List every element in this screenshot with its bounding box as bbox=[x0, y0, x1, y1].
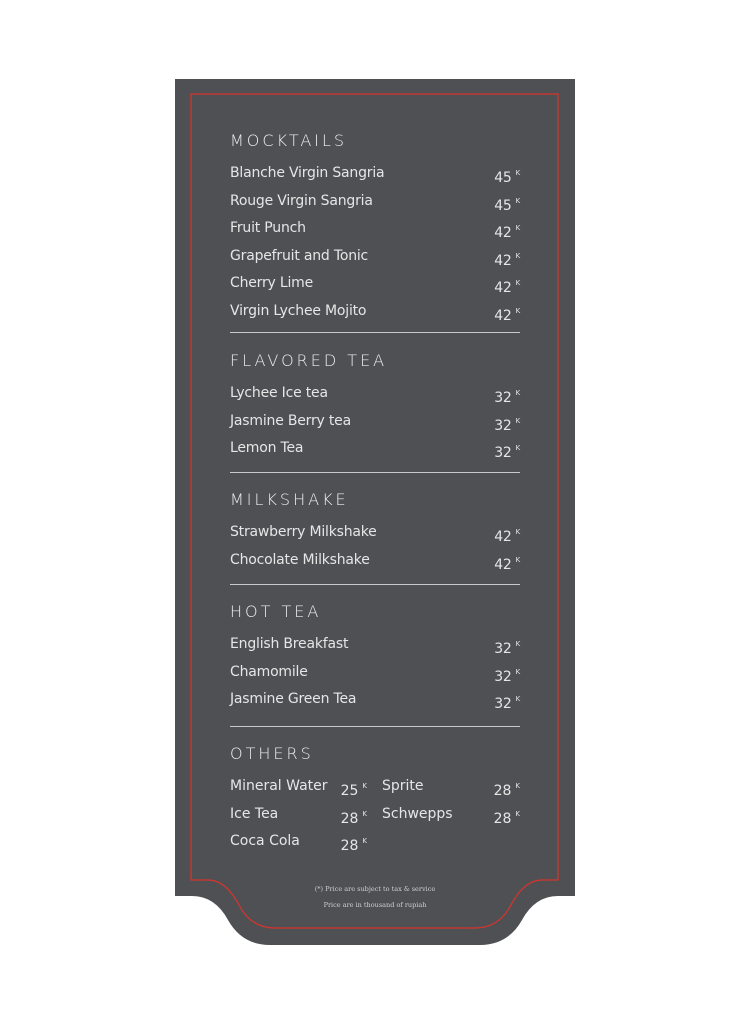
menu-item bbox=[230, 298, 520, 326]
section-divider bbox=[230, 472, 520, 473]
price-unit: K bbox=[362, 782, 367, 790]
price-unit: K bbox=[515, 306, 520, 315]
price-value: 32 bbox=[494, 641, 512, 657]
price-unit: K bbox=[362, 809, 367, 818]
price-value: 42 bbox=[494, 225, 512, 241]
price-value: 28 bbox=[493, 783, 512, 799]
menu-item bbox=[230, 519, 520, 547]
price-unit: K bbox=[515, 782, 520, 790]
section-others bbox=[230, 743, 520, 863]
price-value: 28 bbox=[340, 838, 359, 854]
section-title: HOT TEA bbox=[230, 602, 322, 621]
item-price bbox=[341, 828, 367, 861]
price-unit: K bbox=[515, 667, 520, 676]
price-value: 25 bbox=[340, 783, 359, 799]
footnote-tax: (*) Price are subject to tax & service bbox=[314, 885, 436, 893]
price-unit: K bbox=[515, 809, 520, 818]
item-price bbox=[494, 801, 520, 834]
item-name: Jasmine Green Tea bbox=[230, 691, 357, 707]
item-name: Rouge Virgin Sangria bbox=[230, 192, 373, 209]
price-unit: K bbox=[515, 389, 520, 397]
section-divider bbox=[230, 332, 520, 333]
price-value: 42 bbox=[494, 556, 512, 573]
price-value: 32 bbox=[494, 445, 512, 461]
section-divider bbox=[230, 726, 520, 727]
item-price bbox=[494, 435, 520, 468]
price-unit: K bbox=[362, 837, 367, 845]
section-milkshake bbox=[230, 489, 520, 574]
footnote-currency: Price are in thousand of rupiah bbox=[323, 901, 427, 909]
menu-item bbox=[230, 686, 520, 714]
others-right-column bbox=[382, 773, 520, 828]
item-price bbox=[494, 298, 520, 331]
price-unit: K bbox=[515, 555, 520, 564]
section-title: MILKSHAKE bbox=[230, 490, 349, 509]
item-name: Blanche Virgin Sangria bbox=[230, 165, 385, 181]
price-value: 32 bbox=[494, 417, 512, 434]
price-value: 45 bbox=[494, 170, 512, 186]
section-title: OTHERS bbox=[230, 744, 314, 763]
price-value: 32 bbox=[494, 696, 512, 712]
item-name: Lemon Tea bbox=[230, 440, 304, 456]
section-title: MOCKTAILS bbox=[230, 131, 348, 150]
item-name: Sprite bbox=[382, 778, 424, 794]
price-unit: K bbox=[515, 444, 520, 452]
price-value: 45 bbox=[494, 197, 512, 214]
item-price bbox=[494, 686, 520, 719]
item-name: Coca Cola bbox=[230, 833, 300, 849]
menu-item bbox=[230, 828, 367, 856]
item-name: Jasmine Berry tea bbox=[230, 412, 351, 429]
menu-item bbox=[230, 547, 520, 575]
price-value: 32 bbox=[494, 390, 512, 406]
price-unit: K bbox=[515, 224, 520, 232]
menu-item bbox=[230, 435, 520, 463]
menu-item bbox=[230, 243, 520, 271]
section-flavored-tea bbox=[230, 350, 520, 463]
price-unit: K bbox=[515, 695, 520, 703]
price-value: 28 bbox=[340, 810, 359, 827]
item-name: Lychee Ice tea bbox=[230, 385, 328, 401]
item-name: Cherry Lime bbox=[230, 275, 314, 291]
menu-item bbox=[230, 270, 520, 298]
item-name: Ice Tea bbox=[230, 805, 279, 822]
price-value: 42 bbox=[494, 529, 512, 545]
price-unit: K bbox=[515, 251, 520, 260]
price-value: 42 bbox=[494, 307, 512, 324]
menu-item bbox=[230, 380, 520, 408]
item-name: Grapefruit and Tonic bbox=[230, 247, 369, 264]
price-value: 32 bbox=[494, 668, 512, 685]
price-value: 28 bbox=[493, 810, 512, 827]
menu-item bbox=[230, 659, 520, 687]
item-price bbox=[494, 547, 520, 580]
others-left-column bbox=[230, 773, 367, 856]
section-hot-tea bbox=[230, 601, 520, 714]
menu-item bbox=[230, 215, 520, 243]
menu-item bbox=[230, 160, 520, 188]
price-unit: K bbox=[515, 169, 520, 177]
item-name: Virgin Lychee Mojito bbox=[230, 302, 367, 319]
item-name: English Breakfast bbox=[230, 636, 349, 652]
item-name: Schwepps bbox=[382, 805, 453, 822]
section-title: FLAVORED TEA bbox=[230, 351, 388, 370]
price-unit: K bbox=[515, 640, 520, 648]
item-name: Fruit Punch bbox=[230, 220, 306, 236]
item-name: Mineral Water bbox=[230, 778, 328, 794]
price-value: 42 bbox=[494, 252, 512, 269]
price-unit: K bbox=[515, 416, 520, 425]
menu-item bbox=[230, 188, 520, 216]
others-grid bbox=[230, 773, 520, 858]
item-name: Chamomile bbox=[230, 663, 308, 680]
menu-item bbox=[230, 801, 367, 829]
section-divider bbox=[230, 584, 520, 585]
section-mocktails bbox=[230, 130, 520, 325]
menu-item bbox=[382, 801, 520, 829]
menu-item bbox=[230, 631, 520, 659]
menu-item bbox=[230, 773, 367, 801]
item-name: Strawberry Milkshake bbox=[230, 524, 377, 540]
menu-item bbox=[230, 408, 520, 436]
price-unit: K bbox=[515, 279, 520, 287]
item-name: Chocolate Milkshake bbox=[230, 551, 370, 568]
price-value: 42 bbox=[494, 280, 512, 296]
price-unit: K bbox=[515, 196, 520, 205]
menu-item bbox=[382, 773, 520, 801]
price-unit: K bbox=[515, 528, 520, 536]
